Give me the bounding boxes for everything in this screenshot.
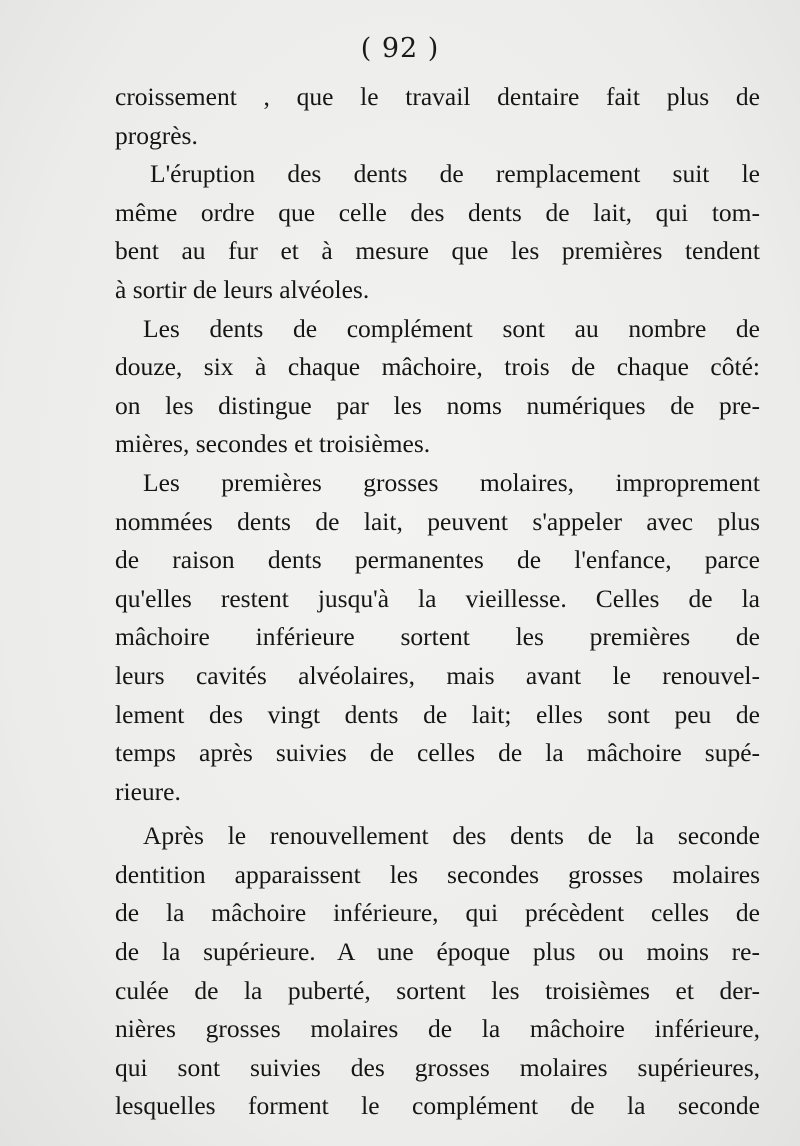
text-line: culée de la puberté, sortent les troisièmes et der- (115, 975, 760, 1005)
text-line: mières, secondes et troisièmes. (115, 429, 431, 459)
text-line: à sortir de leurs alvéoles. (115, 274, 370, 304)
page-number: ( 92 ) (360, 33, 440, 64)
text-line: croissement , que le travail dentaire fait plus de (115, 82, 760, 111)
text-line: Les premières grosses molaires, improprement (143, 467, 760, 497)
text-line: lement des vingt dents de lait; elles sont peu de (115, 699, 760, 729)
text-line: qu'elles restent jusqu'à la vieillesse. Celles de la (115, 583, 760, 613)
text-line: bent au fur et à mesure que les premières tendent (115, 236, 760, 266)
text-line: lesquelles forment le complément de la seconde (115, 1091, 760, 1121)
text-line: douze, six à chaque mâchoire, trois de chaque côté: (115, 352, 760, 382)
text-line: rieure. (115, 776, 181, 806)
text-line: de raison dents permanentes de l'enfance, parce (115, 545, 760, 575)
text-line: Les dents de complément sont au nombre de (143, 313, 760, 343)
text-line: de la supérieure. A une époque plus ou moins re- (115, 937, 760, 967)
text-line: on les distingue par les noms numériques de pre- (115, 390, 760, 420)
text-line: même ordre que celle des dents de lait, qui tom- (115, 197, 760, 227)
text-line: qui sont suivies des grosses molaires supérieures, (115, 1052, 760, 1082)
text-line: temps après suivies de celles de la mâchoire supé- (115, 738, 760, 768)
text-line: dentition apparaissent les secondes grosses molaires (115, 859, 760, 889)
text-line: L'éruption des dents de remplacement suit le (150, 159, 760, 189)
text-line: mâchoire inférieure sortent les premières de (115, 622, 760, 652)
page-body-text (115, 78, 760, 1126)
text-line: progrès. (115, 120, 198, 150)
text-line: de la mâchoire inférieure, qui précèdent celles de (115, 898, 760, 928)
text-line: Après le renouvellement des dents de la seconde (143, 821, 760, 851)
text-line: nières grosses molaires de la mâchoire inférieure, (115, 1014, 760, 1044)
text-line: nommées dents de lait, peuvent s'appeler avec plus (115, 506, 760, 536)
text-line: leurs cavités alvéolaires, mais avant le renouvel- (115, 660, 760, 690)
